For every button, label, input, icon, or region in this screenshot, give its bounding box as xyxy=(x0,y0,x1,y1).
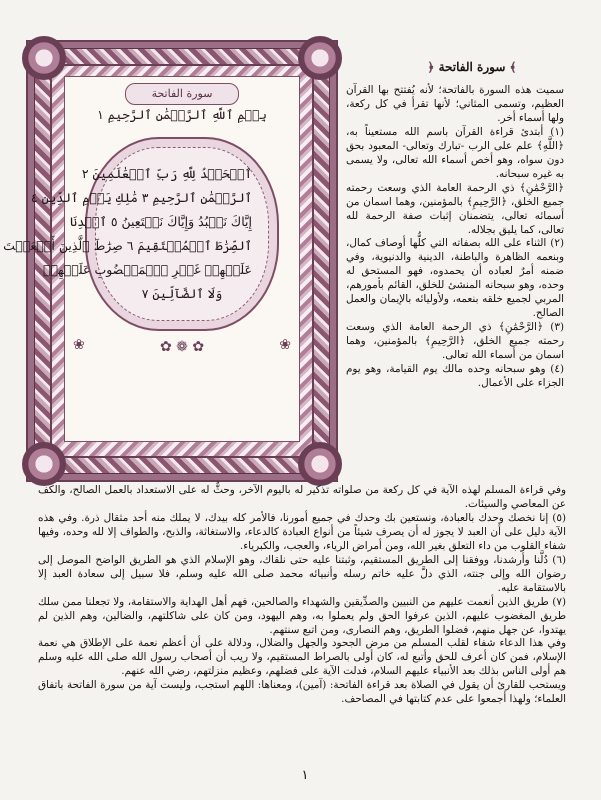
verses-block xyxy=(3,162,252,306)
verse-line: وَلَا ٱلضَّآلِّينَ ٧ xyxy=(141,286,223,301)
verse-line: ٱلصِّرَٰطَ ٱلۡمُسۡتَقِيمَ ٦ صِرَٰطَ ٱلَّذِينَ أَنۡعَمۡتَ xyxy=(3,238,252,253)
commentary-full-width xyxy=(38,484,566,707)
verse-line: ٱلۡحَمۡدُ لِلَّهِ رَبِّ ٱلۡعَٰلَمِينَ ٢ xyxy=(81,166,252,181)
commentary-right-column xyxy=(346,84,564,391)
surah-frame xyxy=(3,40,338,482)
commentary-paragraph: (٦) دُلَّنا وأرشدنا، ووفقنا إلى الطريق المستقيم، وثبتنا عليه حتى نلقاك، وهو الإسلام الذي هو الطريق الواضح الموصل إلى رضوان الله وإلى جنته، الذي دلَّ عليه خاتم رسله وأنبيائه محمد صلى الله عليه وسلم، فلا سبيل إلى سعادة العبد إلا بالاستقامة عليه. xyxy=(38,553,566,594)
commentary-paragraph: (١) أبتدئ قراءة القرآن باسم الله مستعيناً به، ﴿اللَّهِ﴾ علم على الرب -تبارك وتعالى- المعبود بحق دون سواه، وهو أخص أسماء الله تعالى، ولا يسمى به غيره سبحانه. xyxy=(346,125,564,180)
page-number: ١ xyxy=(301,768,309,783)
floral-ornament-icon: ✿ ❁ ✿ xyxy=(159,339,205,355)
commentary-paragraph: ويستحب للقارئ أن يقول في الصلاة بعد قراءة الفاتحة: (آمين)، ومعناها: اللهم استجب، وليست آية من سورة الفاتحة باتفاق العلماء؛ ولهذا أجمعوا على عدم كتابتها في المصاحف. xyxy=(38,679,566,706)
commentary-paragraph: وفي قراءة المسلم لهذه الآية في كل ركعة من صلواته تذكير له باليوم الآخر، وحثٌّ له على الاستعداد بالعمل الصالح، والكف عن المعاصي والسيئات. xyxy=(38,484,566,510)
medallion-inner xyxy=(3,147,269,321)
corner-ornament-icon xyxy=(22,442,66,486)
page-title xyxy=(408,60,536,80)
title-ornament-icon: ﴿ xyxy=(427,60,439,74)
surah-panel xyxy=(3,76,300,442)
corner-ornament-icon xyxy=(22,36,66,80)
commentary-paragraph: (٤) وهو سبحانه وحده مالك يوم القيامة، وهو يوم الجزاء على الأعمال. xyxy=(346,363,564,390)
floral-ornament-icon: ❀ xyxy=(73,337,85,353)
corner-ornament-icon xyxy=(298,442,342,486)
surah-name-label: سورة الفاتحة xyxy=(125,83,239,105)
verse-line: ٱلرَّحۡمَٰنِ ٱلرَّحِيمِ ٣ مَٰلِكِ يَوۡمِ ٱلدِّينِ ٤ xyxy=(30,190,252,205)
title-text: سورة الفاتحة xyxy=(438,60,506,74)
title-ornament-icon: ﴾ xyxy=(505,60,517,74)
commentary-paragraph: (٢) الثناء على الله بصفاته التي كلُّها أوصاف كمال، وبنعمه الظاهرة والباطنة، الدينية والدنيوية، وفي ضمنه أمرٌ لعباده أن يحمدوه، فهو المستحق له وحده، وهو سبحانه المنشئ للخلق، القائم بأمورهم، المربي لجميع خلقه بنعمه، ولأوليائه بالإيمان والعمل الصالح. xyxy=(346,237,564,320)
commentary-paragraph: سميت هذه السورة بالفاتحة؛ لأنه يُفتتح بها القرآن العظيم، وتسمى المثاني؛ لأنها تقرأ في كل ركعة، ولها أسماء أخر. xyxy=(346,84,564,124)
commentary-paragraph: (٥) إنا نخصك وحدك بالعبادة، ونستعين بك وحدك في جميع أمورنا، فالأمر كله بيدك، لا يملك منه أحد مثقال ذرة. وفي هذه الآية دليل على أن العبد لا يجوز له أن يصرف شيئاً من أنواع العبادة كالدعاء، والاستغاثة، والذبح، والطواف إلا لله وحده، وفيها شفاء القلوب من داء التعلق بغير الله، ومن أمراض الرياء، والعجب، والكبرياء. xyxy=(38,511,566,552)
commentary-paragraph: وفي هذا الدعاء شفاء لقلب المسلم من مرض الجحود والجهل والضلال، ودلالة على أن أعظم نعمة على الإطلاق هي نعمة الإسلام، فمن كان أعرف للحق وأتبع له، كان أولى بالصراط المستقيم، ولا ريب أن أصحاب رسول الله صلى الله عليه وسلم هم أولى الناس بذلك بعد الأنبياء عليهم السلام، فدلت الآية على فضلهم، وعظيم منزلتهم، رضي الله عنهم. xyxy=(38,637,566,678)
basmala: بِسۡمِ ٱللَّهِ ٱلرَّحۡمَٰنِ ٱلرَّحِيمِ ١ xyxy=(97,107,267,122)
commentary-paragraph: (٧) طريق الذين أنعمت عليهم من النبيين والصدِّيقين والشهداء والصالحين، فهم أهل الهداية والاستقامة، ولا تجعلنا ممن سلك طريق المغضوب عليهم، الذين عرفوا الحق ولم يعملوا به، وهم اليهود، ومن كان على شاكلتهم، والضالين، وهم الذين لم يهتدوا، عن جهل منهم، فضلوا الطريق، وهم النصارى، ومن اتبع سنتهم. xyxy=(38,595,566,636)
verse-line: عَلَيۡهِمۡ غَيۡرِ ٱلۡمَغۡضُوبِ عَلَيۡهِمۡ xyxy=(43,262,252,277)
commentary-paragraph: ﴿الرَّحْمَٰنِ﴾ ذي الرحمة العامة الذي وسعت رحمته جميع الخلق، ﴿الرَّحِيمِ﴾ بالمؤمنين، وهما اسمان من أسمائه تعالى، يتضمنان إثبات صفة الرحمة لله تعالى، كما يليق بجلاله. xyxy=(346,181,564,236)
verse-line: إِيَّاكَ نَعۡبُدُ وَإِيَّاكَ نَسۡتَعِينُ ٥ ٱهۡدِنَا xyxy=(69,214,252,229)
frame-inner-border xyxy=(3,64,314,458)
verse-medallion xyxy=(3,137,279,331)
commentary-paragraph: (٣) ﴿الرَّحْمَٰنِ﴾ ذي الرحمة العامة الذي وسعت رحمته جميع الخلق، ﴿الرَّحِيمِ﴾ بالمؤمنين، وهما اسمان من أسماء الله تعالى. xyxy=(346,321,564,362)
corner-ornament-icon xyxy=(298,36,342,80)
floral-ornament-icon: ❀ xyxy=(279,337,291,353)
